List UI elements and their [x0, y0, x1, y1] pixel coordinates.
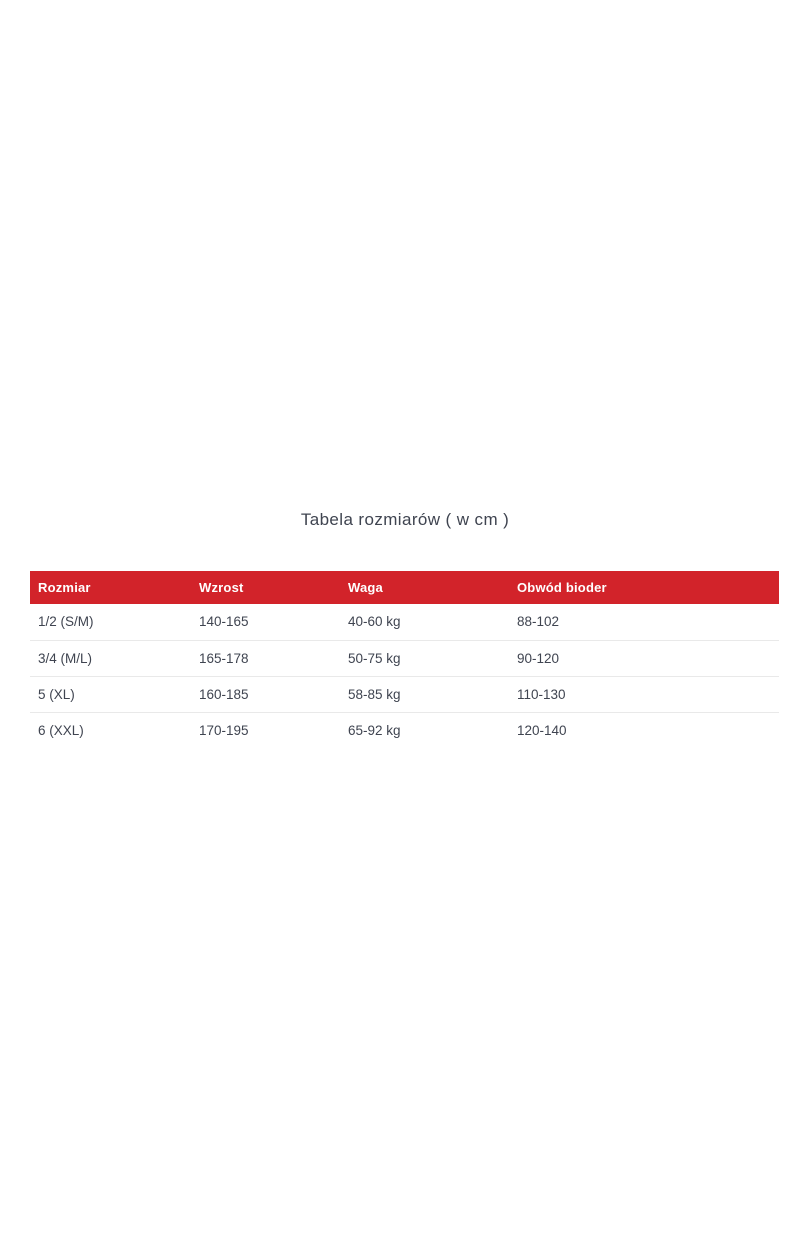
table-row	[30, 604, 779, 640]
cell-hips: 120-140	[509, 712, 779, 748]
header-cell-wzrost: Wzrost	[191, 571, 340, 604]
cell-height: 165-178	[191, 640, 340, 676]
cell-hips: 90-120	[509, 640, 779, 676]
size-table-title: Tabela rozmiarów ( w cm )	[300, 510, 510, 529]
cell-size: 5 (XL)	[30, 676, 191, 712]
size-table	[30, 571, 779, 748]
cell-height: 170-195	[191, 712, 340, 748]
table-row	[30, 712, 779, 748]
cell-height: 140-165	[191, 604, 340, 640]
cell-weight: 50-75 kg	[340, 640, 509, 676]
cell-size: 6 (XXL)	[30, 712, 191, 748]
header-cell-obwod-bioder: Obwód bioder	[509, 571, 779, 604]
size-table-body	[30, 604, 779, 748]
cell-weight: 40-60 kg	[340, 604, 509, 640]
header-cell-waga: Waga	[340, 571, 509, 604]
cell-height: 160-185	[191, 676, 340, 712]
cell-size: 3/4 (M/L)	[30, 640, 191, 676]
cell-size: 1/2 (S/M)	[30, 604, 191, 640]
header-cell-rozmiar: Rozmiar	[30, 571, 191, 604]
table-header-row	[30, 571, 779, 604]
table-row	[30, 676, 779, 712]
cell-weight: 65-92 kg	[340, 712, 509, 748]
cell-hips: 88-102	[509, 604, 779, 640]
cell-hips: 110-130	[509, 676, 779, 712]
size-table-header	[30, 571, 779, 604]
cell-weight: 58-85 kg	[340, 676, 509, 712]
table-row	[30, 640, 779, 676]
